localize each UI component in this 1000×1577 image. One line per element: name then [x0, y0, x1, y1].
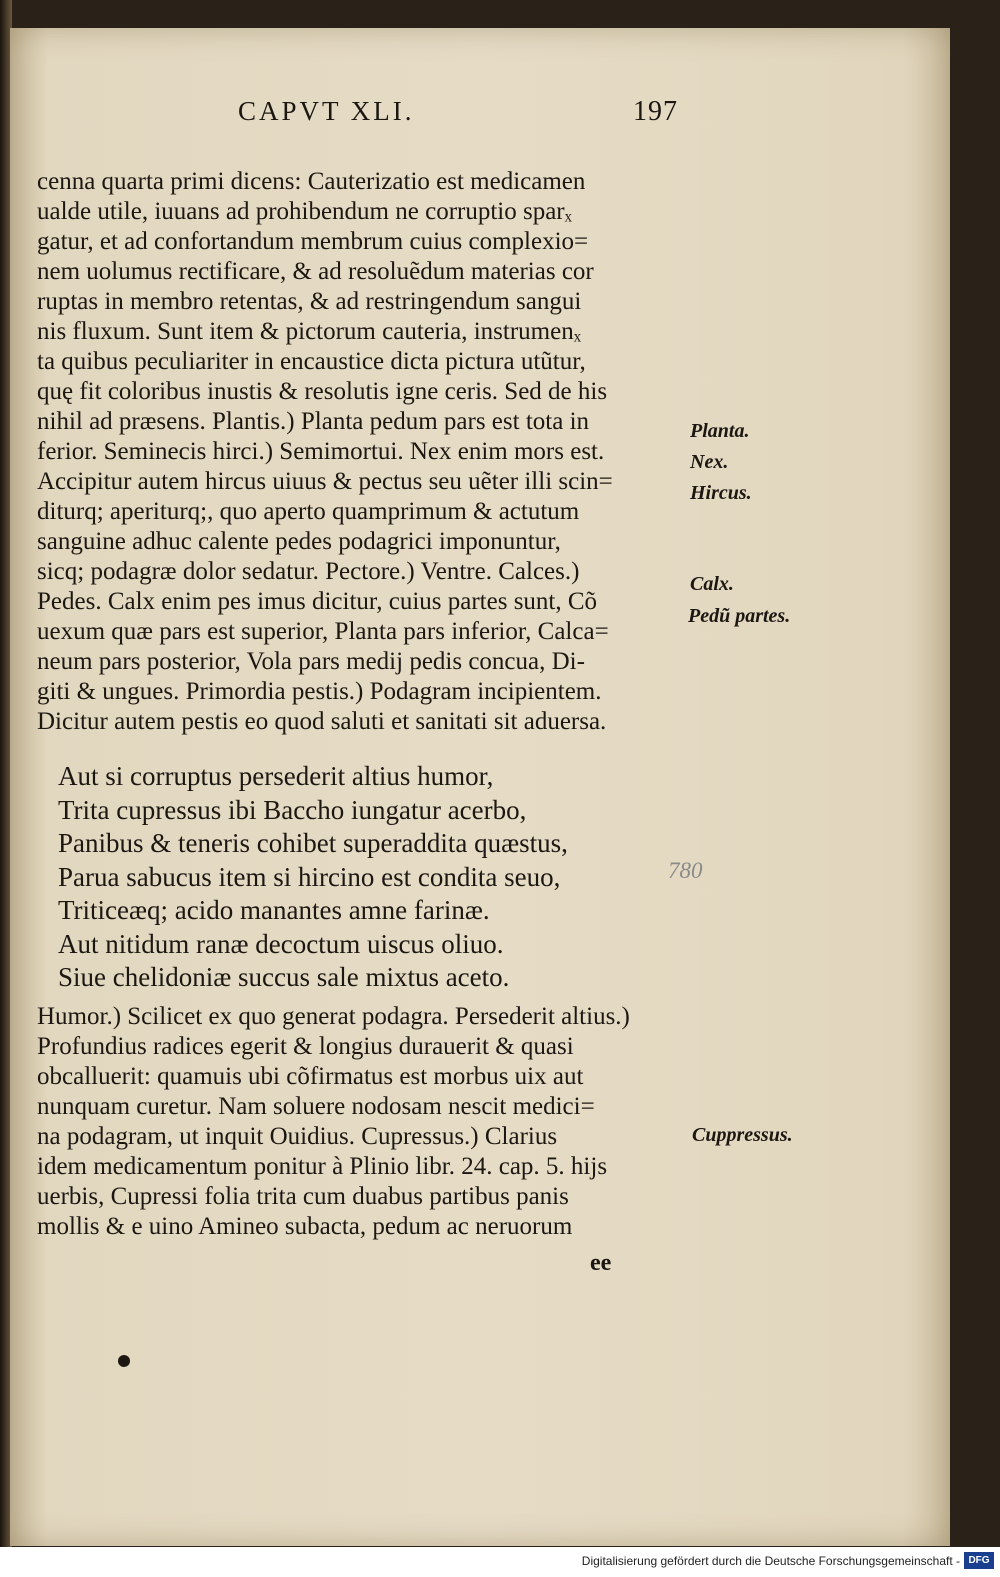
verse-line: Aut si corruptus persederit altius humor,	[58, 761, 494, 791]
verse-line: Trita cupressus ibi Baccho iungatur acerbo,	[58, 794, 527, 825]
page-header	[238, 96, 678, 136]
commentary-block-2	[37, 1002, 687, 1242]
text-line: ruptas in membro retentas, & ad restringendum sangui	[37, 288, 582, 315]
text-line: neum pars posterior, Vola pars medij pedis concua, Di-	[37, 648, 585, 675]
margin-note-calx: Calx.	[690, 573, 734, 595]
text-line: uexum quæ pars est superior, Planta pars inferior, Calca=	[37, 618, 609, 645]
verse-line: Aut nitidum ranæ decoctum uiscus oliuo.	[58, 928, 504, 959]
commentary-block-1	[37, 167, 687, 737]
text-line: cenna quarta primi dicens: Cauterizatio est medicamen	[37, 168, 586, 195]
text-line: ta quibus peculiariter in encaustice dicta pictura utũtur,	[37, 348, 586, 375]
margin-note-nex: Nex.	[690, 451, 729, 473]
verse-line: Parua sabucus item si hircino est condita seuo,	[58, 861, 561, 892]
text-line: Accipitur autem hircus uiuus & pectus seu uẽter illi scin=	[37, 468, 613, 495]
ink-spot	[118, 1355, 130, 1367]
text-line: gatur, et ad confortandum membrum cuius complexio=	[37, 228, 589, 255]
text-line: Humor.) Scilicet ex quo generat podagra. Persederit altius.)	[37, 1003, 630, 1030]
text-line: nunquam curetur. Nam soluere nodosam nescit medici=	[37, 1093, 595, 1120]
text-line: ferior. Seminecis hirci.) Semimortui. Nex enim mors est.	[37, 438, 605, 465]
running-head: CAPVT XLI.	[238, 96, 415, 126]
footer-credit: Digitalisierung gefördert durch die Deutsche Forschungsgemeinschaft -	[581, 1554, 960, 1568]
text-line: nem uolumus rectificare, & ad resoluẽdum materias cor	[37, 258, 594, 285]
dfg-logo: DFG	[964, 1552, 994, 1569]
text-line: ualde utile, iuuans ad prohibendum ne corruptio sparₓ	[37, 198, 572, 225]
text-line: uerbis, Cupressi folia trita cum duabus partibus panis	[37, 1183, 569, 1210]
text-line: quę fit coloribus inustis & resolutis igne ceris. Sed de his	[37, 378, 608, 405]
text-line: diturq; aperiturq;, quo aperto quamprimum & actutum	[37, 498, 580, 525]
text-line: giti & ungues. Primordia pestis.) Podagram incipientem.	[37, 678, 602, 705]
verse-line: Siue chelidoniæ succus sale mixtus aceto.	[58, 962, 510, 992]
text-line: na podagram, ut inquit Ouidius. Cupressus.) Clarius	[37, 1123, 558, 1150]
text-line: mollis & e uino Amineo subacta, pedum ac neruorum	[37, 1213, 573, 1240]
margin-note-cuppressus: Cuppressus.	[692, 1124, 793, 1146]
pencil-annotation: 780	[668, 858, 703, 883]
text-line: obcalluerit: quamuis ubi cõfirmatus est morbus uix aut	[37, 1063, 584, 1090]
digitization-footer	[0, 1547, 1000, 1577]
text-line: Pedes. Calx enim pes imus dicitur, cuius partes sunt, Cõ	[37, 588, 598, 615]
margin-note-hircus: Hircus.	[690, 482, 752, 504]
margin-note-planta: Planta.	[690, 420, 750, 442]
text-line: Dicitur autem pestis eo quod saluti et sanitati sit aduersa.	[37, 708, 607, 735]
text-line: idem medicamentum ponitur à Plinio libr. 24. cap. 5. hijs	[37, 1153, 608, 1180]
text-line: Profundius radices egerit & longius durauerit & quasi	[37, 1033, 574, 1060]
text-line: sanguine adhuc calente pedes podagrici imponuntur,	[37, 528, 561, 555]
verse-line: Panibus & teneris cohibet superaddita quæstus,	[58, 828, 568, 858]
catchword: ee	[590, 1250, 612, 1276]
text-line: nihil ad præsens. Plantis.) Planta pedum pars est tota in	[37, 408, 590, 435]
margin-note-pedum-partes: Pedũ partes.	[688, 605, 791, 627]
folio-number: 197	[633, 96, 678, 127]
verse-line: Triticeæq; acido manantes amne farinæ.	[58, 895, 490, 925]
text-line: sicq; podagræ dolor sedatur. Pectore.) Ventre. Calces.)	[37, 558, 580, 585]
verse-block	[58, 760, 698, 995]
text-line: nis fluxum. Sunt item & pictorum cauteria, instrumenₓ	[37, 318, 581, 345]
